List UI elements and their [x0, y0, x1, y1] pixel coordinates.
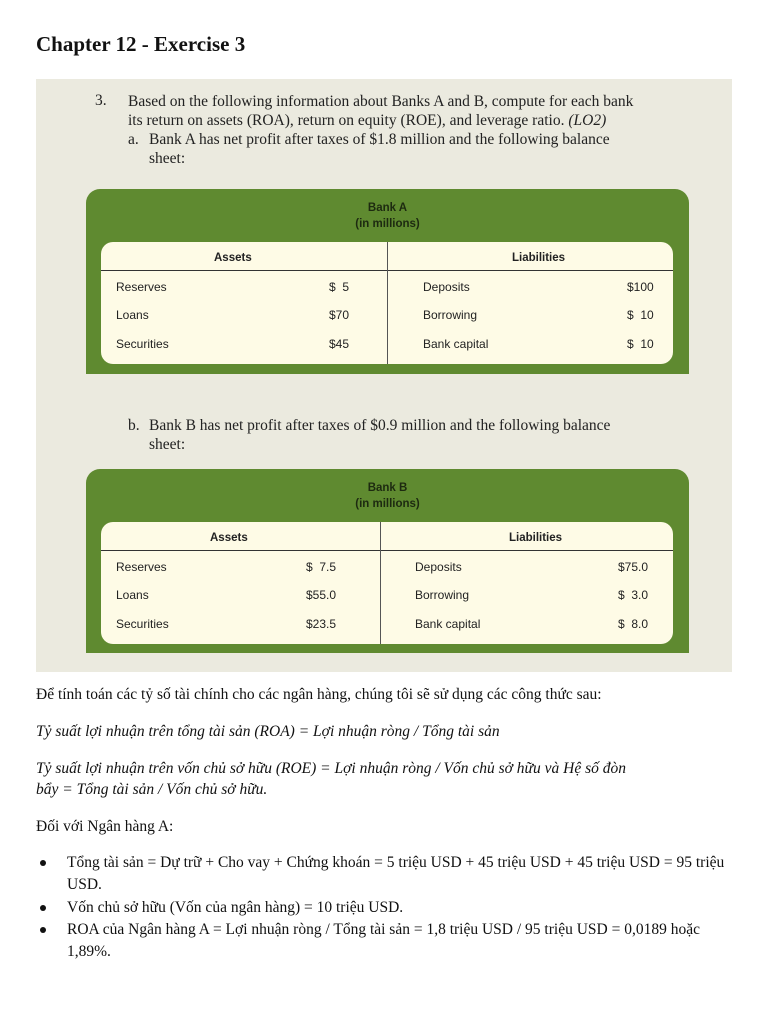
bank-b-balance-sheet — [101, 522, 673, 644]
asset-name: Loans — [116, 588, 149, 602]
asset-name: Securities — [116, 617, 169, 631]
liabilities-header: Liabilities — [512, 252, 566, 264]
asset-value: $ 7.5 — [306, 560, 337, 574]
liability-value: $75.0 — [618, 560, 649, 574]
assets-header: Assets — [214, 252, 252, 264]
bank-b-title: Bank B — [367, 482, 408, 494]
bank-a-panel — [86, 189, 689, 374]
bank-a-balance-sheet — [101, 242, 673, 364]
bank-a-title: Bank A — [367, 202, 408, 214]
part-a-line-1: Bank A has net profit after taxes of $1.8 million and the following balance — [149, 131, 610, 148]
liability-name: Borrowing — [415, 588, 470, 602]
asset-name: Reserves — [116, 560, 167, 574]
bank-a-subtitle: (in millions) — [355, 218, 420, 230]
liability-name: Bank capital — [423, 337, 489, 351]
asset-value: $55.0 — [306, 588, 337, 602]
liability-name: Deposits — [423, 280, 470, 294]
liability-name: Borrowing — [423, 308, 478, 322]
part-b-line-2: sheet: — [149, 436, 186, 453]
liability-name: Bank capital — [415, 617, 481, 631]
bank-a-heading: Đối với Ngân hàng A: — [36, 818, 174, 835]
liability-name: Deposits — [415, 560, 462, 574]
asset-value: $45 — [329, 337, 350, 351]
asset-name: Securities — [116, 337, 169, 351]
answer-intro: Để tính toán các tỷ số tài chính cho các ngân hàng, chúng tôi sẽ sử dụng các công thức sau: — [36, 686, 602, 703]
asset-value: $70 — [329, 308, 350, 322]
asset-value: $ 5 — [329, 280, 350, 294]
liability-value: $ 3.0 — [618, 588, 649, 602]
liability-value: $ 10 — [627, 337, 654, 351]
liability-value: $100 — [627, 280, 654, 294]
asset-name: Loans — [116, 308, 149, 322]
formula-roa: Tỷ suất lợi nhuận trên tổng tài sản (ROA) = Lợi nhuận ròng / Tổng tài sản — [36, 723, 500, 740]
page-title: Chapter 12 - Exercise 3 — [36, 32, 246, 56]
part-b-line-1: Bank B has net profit after taxes of $0.9 million and the following balance — [149, 417, 611, 434]
question-number: 3. — [95, 92, 107, 109]
textbook-excerpt — [36, 79, 732, 672]
liabilities-header: Liabilities — [509, 532, 563, 544]
part-b-label: b. — [128, 417, 140, 434]
assets-header: Assets — [210, 532, 248, 544]
liability-value: $ 10 — [627, 308, 654, 322]
asset-name: Reserves — [116, 280, 167, 294]
liability-value: $ 8.0 — [618, 617, 649, 631]
asset-value: $23.5 — [306, 617, 337, 631]
part-a-label: a. — [128, 131, 139, 148]
formula-roe-line-2: bẩy = Tổng tài sản / Vốn chủ sở hữu. — [36, 781, 268, 798]
question-line-2: its return on assets (ROA), return on equity (ROE), and leverage ratio. (LO2) — [128, 112, 607, 129]
question-line-1: Based on the following information about Banks A and B, compute for each bank — [128, 93, 634, 110]
bank-b-subtitle: (in millions) — [355, 498, 420, 510]
bank-b-panel — [86, 469, 689, 653]
part-a-line-2: sheet: — [149, 150, 186, 167]
formula-roe-line-1: Tỷ suất lợi nhuận trên vốn chủ sở hữu (ROE) = Lợi nhuận ròng / Vốn chủ sở hữu và Hệ số đòn — [36, 760, 626, 777]
